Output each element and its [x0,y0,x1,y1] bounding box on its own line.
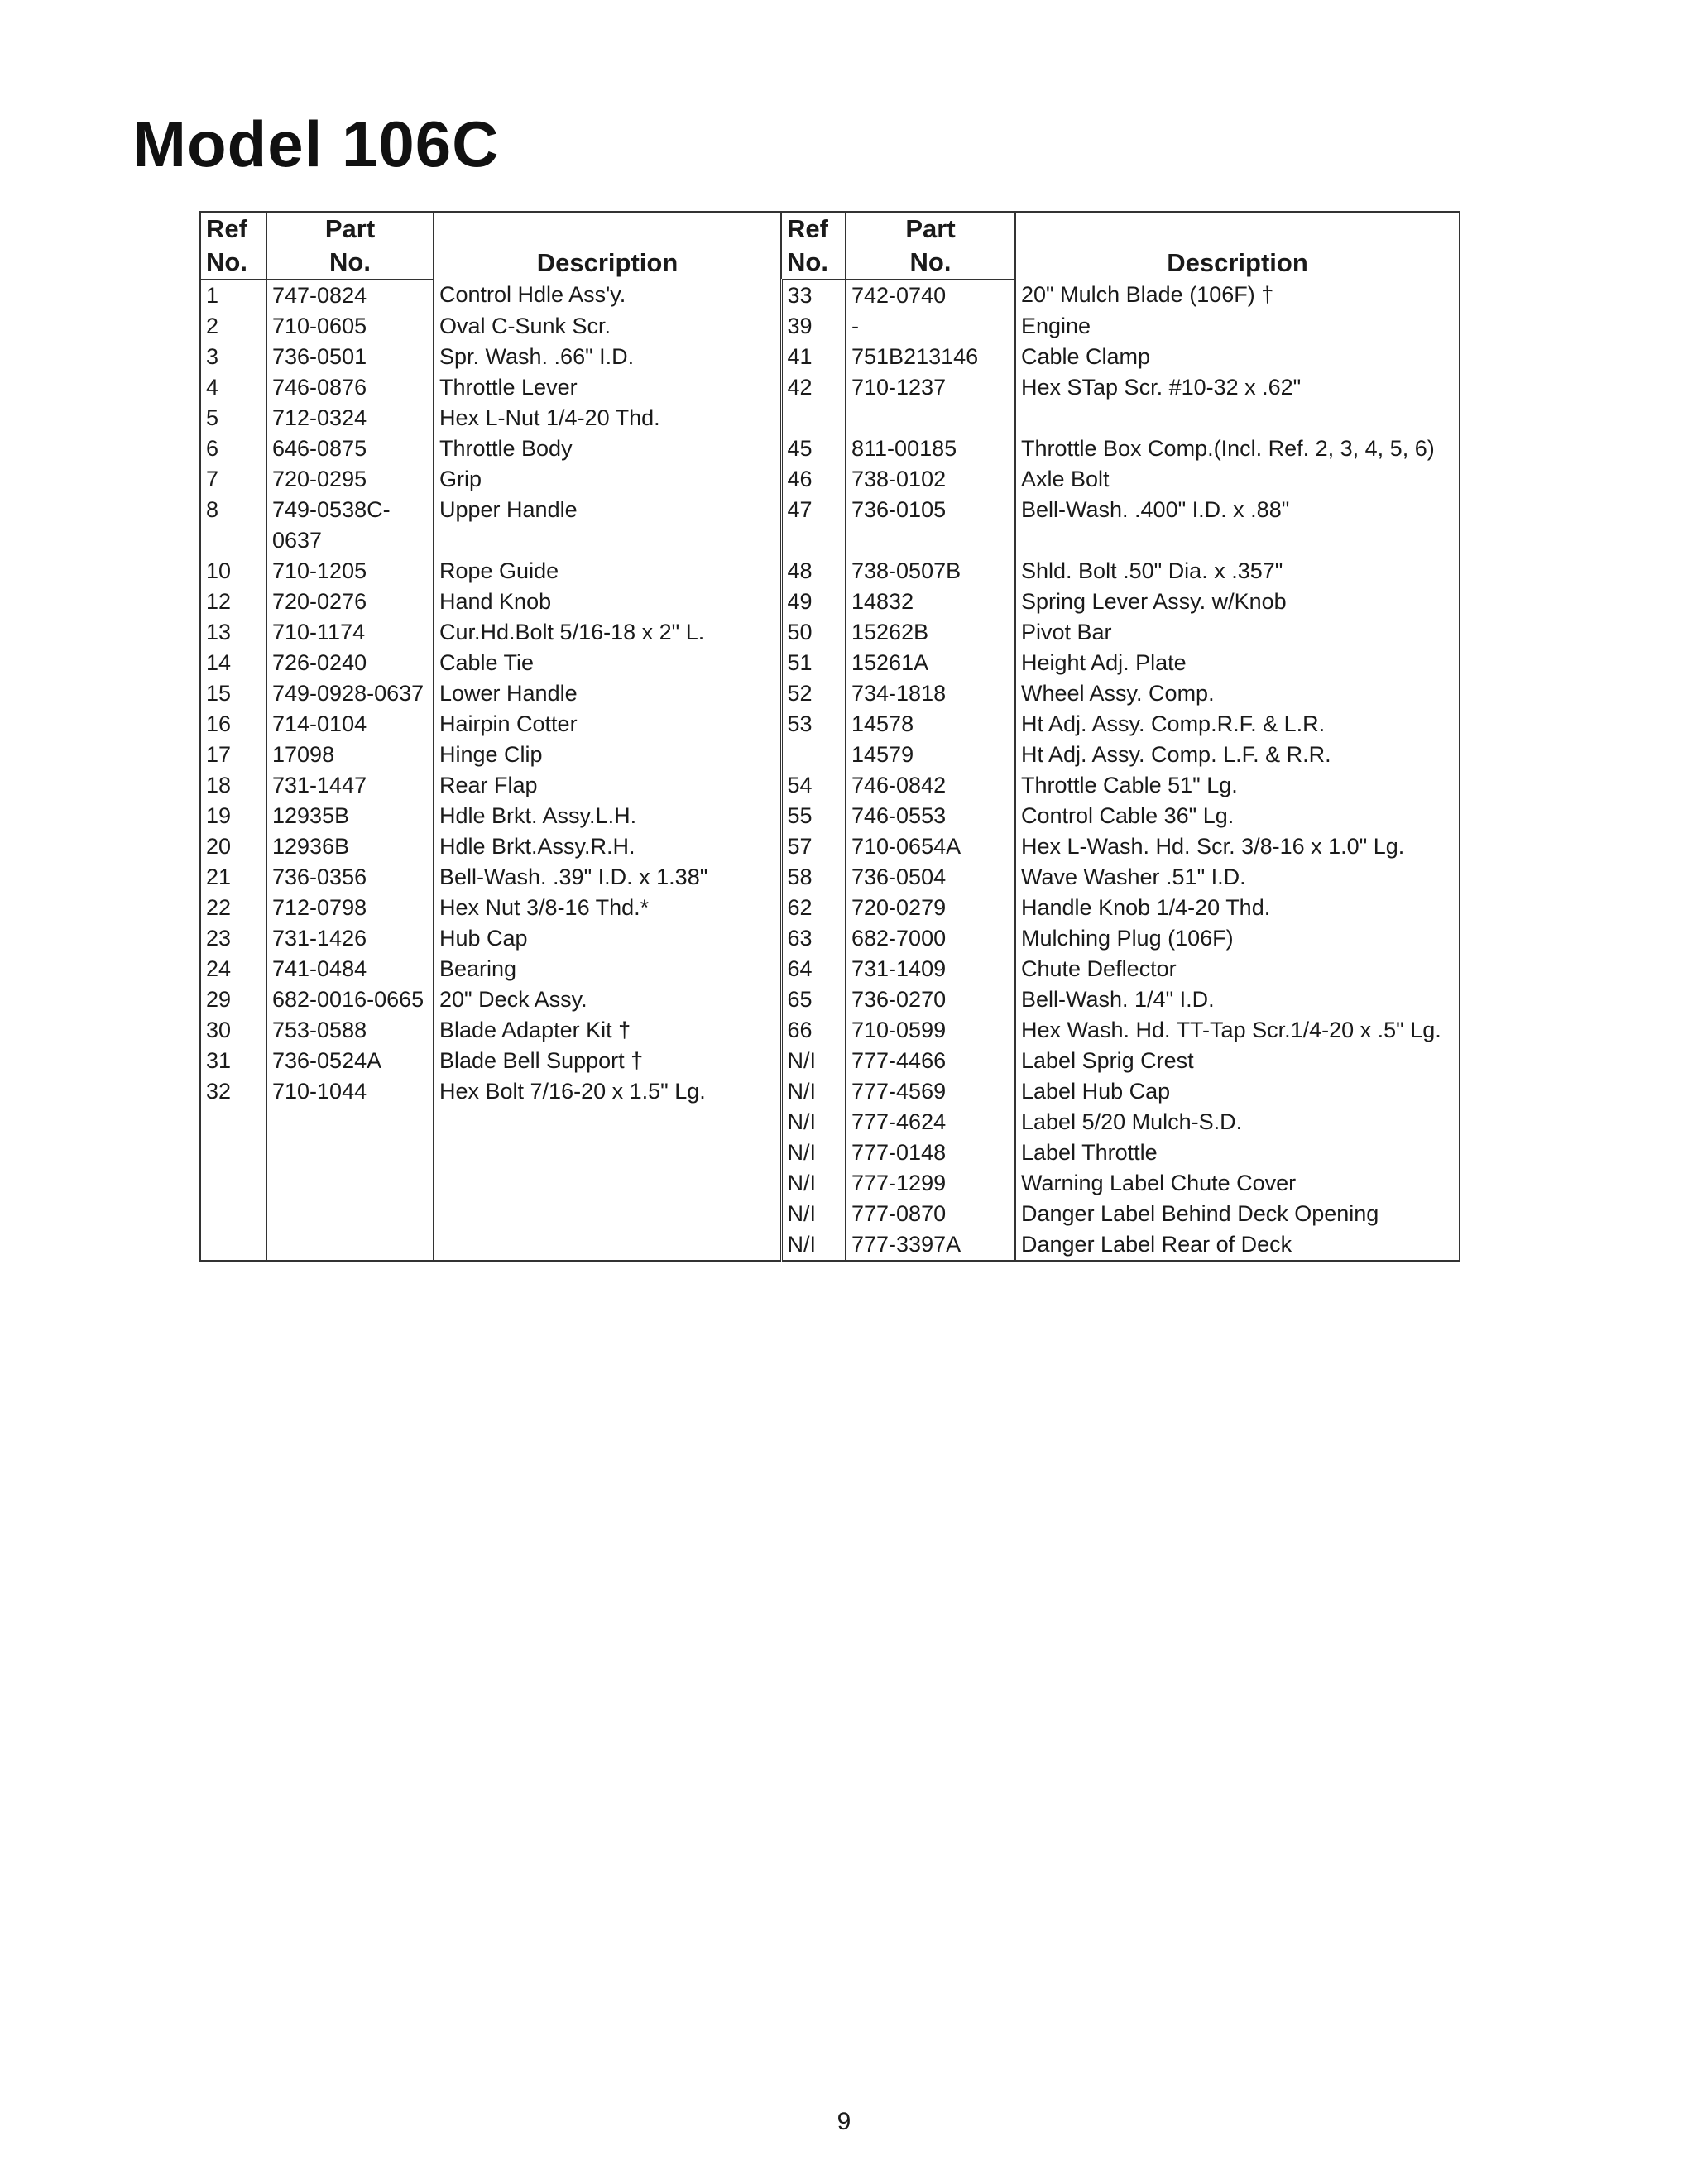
part-number-cell: 777-4624 [846,1107,1015,1138]
part-number-cell: - [846,311,1015,342]
table-row [200,556,1460,587]
part-number-cell: 646-0875 [266,433,434,464]
description-cell [434,1199,781,1229]
ref-cell: 15 [200,678,266,709]
ref-cell: 54 [781,770,846,801]
description-cell: Control Cable 36" Lg. [1015,801,1460,831]
description-cell [434,1260,781,1261]
page-title: Model 106C [132,108,500,180]
header-row-top [200,212,1460,246]
table-row [200,770,1460,801]
table-row [200,372,1460,403]
table-row [200,280,1460,311]
header-part-top: Part [266,212,434,246]
description-cell: Bell-Wash. .39" I.D. x 1.38" [434,862,781,893]
description-cell: Control Hdle Ass'y. [434,280,781,311]
description-cell: Cable Tie [434,648,781,678]
part-number-cell [266,1107,434,1138]
ref-cell: 20 [200,831,266,862]
part-number-cell: 736-0501 [266,342,434,372]
description-cell: Rope Guide [434,556,781,587]
part-number-cell: 777-0870 [846,1199,1015,1229]
description-cell: Height Adj. Plate [1015,648,1460,678]
table-row [200,709,1460,740]
description-cell: Hex L-Nut 1/4-20 Thd. [434,403,781,433]
table-row [200,342,1460,372]
part-number-cell: 753-0588 [266,1015,434,1046]
description-cell: Hdle Brkt. Assy.L.H. [434,801,781,831]
ref-cell [781,403,846,433]
parts-table-body [200,280,1460,1261]
ref-cell: 53 [781,709,846,740]
table-row [200,923,1460,954]
table-row [200,1046,1460,1076]
description-cell: Hex L-Wash. Hd. Scr. 3/8-16 x 1.0" Lg. [1015,831,1460,862]
part-number-cell: 720-0279 [846,893,1015,923]
ref-cell: N/I [781,1046,846,1076]
header-part-top: Part [846,212,1015,246]
description-cell [434,1107,781,1138]
table-row [200,893,1460,923]
description-cell: Hex Nut 3/8-16 Thd.* [434,893,781,923]
description-cell: Hex Bolt 7/16-20 x 1.5" Lg. [434,1076,781,1107]
part-number-cell [266,1138,434,1168]
part-number-cell [846,403,1015,433]
description-cell: Chute Deflector [1015,954,1460,984]
description-cell: Ht Adj. Assy. Comp. L.F. & R.R. [1015,740,1460,770]
table-row [200,954,1460,984]
ref-cell [200,1229,266,1260]
part-number-cell: 710-1044 [266,1076,434,1107]
description-cell: Label Throttle [1015,1138,1460,1168]
header-part-bottom: No. [266,246,434,280]
part-number-cell: 746-0876 [266,372,434,403]
part-number-cell: 714-0104 [266,709,434,740]
ref-cell: 5 [200,403,266,433]
part-number-cell: 682-0016-0665 [266,984,434,1015]
ref-cell: 18 [200,770,266,801]
part-number-cell: 726-0240 [266,648,434,678]
ref-cell: 29 [200,984,266,1015]
part-number-cell: 15262B [846,617,1015,648]
part-number-cell: 712-0324 [266,403,434,433]
ref-cell: 14 [200,648,266,678]
part-number-cell: 712-0798 [266,893,434,923]
table-row [200,831,1460,862]
description-cell: Grip [434,464,781,495]
description-cell: Axle Bolt [1015,464,1460,495]
table-row [200,740,1460,770]
part-number-cell [846,1260,1015,1261]
description-cell: Lower Handle [434,678,781,709]
part-number-cell: 738-0507B [846,556,1015,587]
description-cell [434,1229,781,1260]
part-number-cell: 736-0270 [846,984,1015,1015]
description-cell: Hdle Brkt.Assy.R.H. [434,831,781,862]
description-cell: Oval C-Sunk Scr. [434,311,781,342]
description-cell: Wave Washer .51" I.D. [1015,862,1460,893]
description-cell: Handle Knob 1/4-20 Thd. [1015,893,1460,923]
description-cell: Spr. Wash. .66" I.D. [434,342,781,372]
part-number-cell [266,1168,434,1199]
ref-cell: 52 [781,678,846,709]
part-number-cell: 710-1174 [266,617,434,648]
table-row [200,1199,1460,1229]
ref-cell: 3 [200,342,266,372]
part-number-cell: 746-0842 [846,770,1015,801]
table-row [200,495,1460,556]
part-number-cell: 742-0740 [846,280,1015,311]
part-number-cell: 731-1426 [266,923,434,954]
description-cell: 20" Mulch Blade (106F) † [1015,280,1460,311]
description-cell: Danger Label Behind Deck Opening [1015,1199,1460,1229]
header-ref-bottom: No. [781,246,846,280]
ref-cell: 21 [200,862,266,893]
ref-cell: N/I [781,1168,846,1199]
ref-cell: 45 [781,433,846,464]
part-number-cell: 746-0553 [846,801,1015,831]
ref-cell [200,1199,266,1229]
part-number-cell: 720-0295 [266,464,434,495]
part-number-cell: 747-0824 [266,280,434,311]
description-cell: Shld. Bolt .50" Dia. x .357" [1015,556,1460,587]
part-number-cell: 710-1205 [266,556,434,587]
table-row [200,1260,1460,1261]
part-number-cell: 736-0105 [846,495,1015,556]
description-cell: Warning Label Chute Cover [1015,1168,1460,1199]
ref-cell: 31 [200,1046,266,1076]
table-row [200,1138,1460,1168]
part-number-cell: 14832 [846,587,1015,617]
header-part-bottom: No. [846,246,1015,280]
ref-cell: 10 [200,556,266,587]
description-cell: Upper Handle [434,495,781,556]
ref-cell: 8 [200,495,266,556]
table-row [200,984,1460,1015]
part-number-cell: 731-1409 [846,954,1015,984]
header-ref-bottom: No. [200,246,266,280]
ref-cell: 49 [781,587,846,617]
part-number-cell: 736-0356 [266,862,434,893]
ref-cell: 12 [200,587,266,617]
ref-cell: 4 [200,372,266,403]
parts-table [199,211,1460,1262]
ref-cell: 2 [200,311,266,342]
part-number-cell: 682-7000 [846,923,1015,954]
table-row [200,648,1460,678]
description-cell [434,1138,781,1168]
table-row [200,1168,1460,1199]
ref-cell: 32 [200,1076,266,1107]
table-row [200,1107,1460,1138]
header-description: Description [434,212,781,280]
description-cell: Hinge Clip [434,740,781,770]
description-cell: Throttle Body [434,433,781,464]
table-row [200,587,1460,617]
description-cell: Wheel Assy. Comp. [1015,678,1460,709]
ref-cell: 22 [200,893,266,923]
description-cell: Pivot Bar [1015,617,1460,648]
table-row [200,1015,1460,1046]
ref-cell: N/I [781,1076,846,1107]
description-cell [434,1168,781,1199]
description-cell: Hex STap Scr. #10-32 x .62" [1015,372,1460,403]
ref-cell: 47 [781,495,846,556]
description-cell: Throttle Box Comp.(Incl. Ref. 2, 3, 4, 5, 6) [1015,433,1460,464]
ref-cell [200,1260,266,1261]
table-row [200,617,1460,648]
part-number-cell: 741-0484 [266,954,434,984]
part-number-cell: 777-3397A [846,1229,1015,1260]
part-number-cell: 17098 [266,740,434,770]
description-cell: Label Hub Cap [1015,1076,1460,1107]
ref-cell: 46 [781,464,846,495]
ref-cell: 55 [781,801,846,831]
description-cell: Label 5/20 Mulch-S.D. [1015,1107,1460,1138]
ref-cell: 13 [200,617,266,648]
description-cell: Bell-Wash. .400" I.D. x .88" [1015,495,1460,556]
ref-cell [781,740,846,770]
table-row [200,464,1460,495]
ref-cell: 62 [781,893,846,923]
part-number-cell: 710-0605 [266,311,434,342]
description-cell: Hub Cap [434,923,781,954]
table-row [200,862,1460,893]
part-number-cell: 15261A [846,648,1015,678]
table-row [200,1229,1460,1260]
part-number-cell: 736-0504 [846,862,1015,893]
page-number: 9 [837,2108,851,2135]
ref-cell: 57 [781,831,846,862]
table-row [200,1076,1460,1107]
part-number-cell: 749-0538C-0637 [266,495,434,556]
part-number-cell: 710-1237 [846,372,1015,403]
description-cell: Cur.Hd.Bolt 5/16-18 x 2" L. [434,617,781,648]
part-number-cell: 749-0928-0637 [266,678,434,709]
ref-cell: 30 [200,1015,266,1046]
ref-cell: 19 [200,801,266,831]
description-cell: Throttle Cable 51" Lg. [1015,770,1460,801]
ref-cell: 66 [781,1015,846,1046]
part-number-cell: 734-1818 [846,678,1015,709]
ref-cell: 58 [781,862,846,893]
part-number-cell: 731-1447 [266,770,434,801]
description-cell: Throttle Lever [434,372,781,403]
table-row [200,801,1460,831]
ref-cell: 50 [781,617,846,648]
ref-cell: 16 [200,709,266,740]
ref-cell: 39 [781,311,846,342]
part-number-cell [266,1260,434,1261]
ref-cell: 41 [781,342,846,372]
description-cell: Bearing [434,954,781,984]
part-number-cell: 710-0599 [846,1015,1015,1046]
part-number-cell: 12936B [266,831,434,862]
header-ref-top: Ref [781,212,846,246]
ref-cell [200,1168,266,1199]
part-number-cell: 751B213146 [846,342,1015,372]
description-cell: Hex Wash. Hd. TT-Tap Scr.1/4-20 x .5" Lg. [1015,1015,1460,1046]
ref-cell: 65 [781,984,846,1015]
table-row [200,678,1460,709]
ref-cell: 33 [781,280,846,311]
part-number-cell: 738-0102 [846,464,1015,495]
part-number-cell: 777-1299 [846,1168,1015,1199]
part-number-cell: 777-0148 [846,1138,1015,1168]
part-number-cell: 777-4569 [846,1076,1015,1107]
ref-cell [200,1138,266,1168]
ref-cell: N/I [781,1107,846,1138]
part-number-cell: 710-0654A [846,831,1015,862]
header-ref-top: Ref [200,212,266,246]
table-row [200,403,1460,433]
part-number-cell [266,1199,434,1229]
ref-cell: 63 [781,923,846,954]
table-row [200,311,1460,342]
description-cell: Rear Flap [434,770,781,801]
ref-cell: 42 [781,372,846,403]
ref-cell: N/I [781,1199,846,1229]
part-number-cell: 14578 [846,709,1015,740]
part-number-cell [266,1229,434,1260]
header-description: Description [1015,212,1460,280]
description-cell: Engine [1015,311,1460,342]
ref-cell [781,1260,846,1261]
table-row [200,433,1460,464]
description-cell: Blade Adapter Kit † [434,1015,781,1046]
part-number-cell: 736-0524A [266,1046,434,1076]
description-cell: Danger Label Rear of Deck [1015,1229,1460,1260]
ref-cell: 51 [781,648,846,678]
description-cell [1015,403,1460,433]
ref-cell: 48 [781,556,846,587]
description-cell: Ht Adj. Assy. Comp.R.F. & L.R. [1015,709,1460,740]
ref-cell: 17 [200,740,266,770]
ref-cell: 64 [781,954,846,984]
ref-cell [200,1107,266,1138]
description-cell: Label Sprig Crest [1015,1046,1460,1076]
part-number-cell: 14579 [846,740,1015,770]
description-cell: 20" Deck Assy. [434,984,781,1015]
part-number-cell: 811-00185 [846,433,1015,464]
ref-cell: 23 [200,923,266,954]
description-cell: Blade Bell Support † [434,1046,781,1076]
ref-cell: 1 [200,280,266,311]
part-number-cell: 12935B [266,801,434,831]
description-cell: Mulching Plug (106F) [1015,923,1460,954]
description-cell: Cable Clamp [1015,342,1460,372]
description-cell: Hairpin Cotter [434,709,781,740]
part-number-cell: 720-0276 [266,587,434,617]
ref-cell: 24 [200,954,266,984]
ref-cell: N/I [781,1138,846,1168]
part-number-cell: 777-4466 [846,1046,1015,1076]
description-cell: Spring Lever Assy. w/Knob [1015,587,1460,617]
description-cell: Bell-Wash. 1/4" I.D. [1015,984,1460,1015]
ref-cell: 7 [200,464,266,495]
description-cell: Hand Knob [434,587,781,617]
description-cell [1015,1260,1460,1261]
ref-cell: N/I [781,1229,846,1260]
ref-cell: 6 [200,433,266,464]
